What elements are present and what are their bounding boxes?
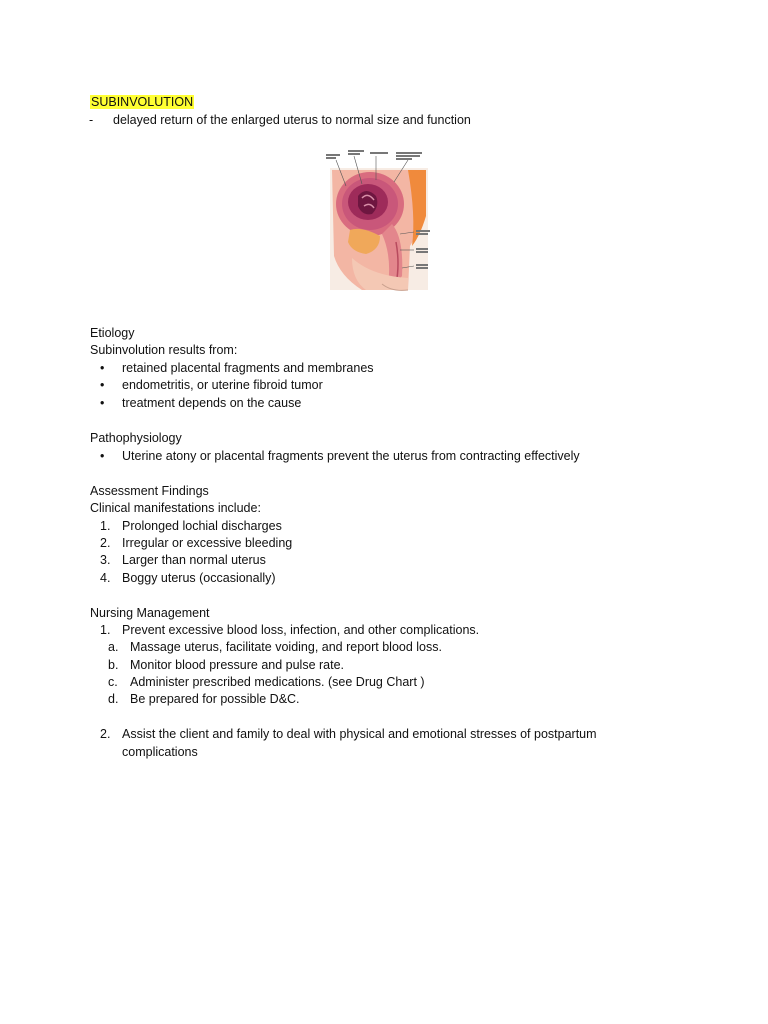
list-item-text: Irregular or excessive bleeding [122, 536, 293, 550]
list-number: 2. [100, 727, 111, 741]
list-number: 1. [100, 519, 111, 533]
bullet-icon: • [100, 378, 105, 392]
list-item-text: Larger than normal uterus [122, 553, 266, 567]
list-letter: c. [108, 675, 118, 689]
list-item-text: Administer prescribed medications. (see Drug Chart ) [130, 675, 425, 689]
uterus-diagram-icon [322, 146, 434, 298]
list-letter: a. [108, 640, 119, 654]
definition-line [89, 112, 93, 129]
list-letter: d. [108, 692, 119, 706]
definition-dash: - [89, 113, 94, 127]
list-item-text: treatment depends on the cause [122, 396, 302, 410]
nursing-heading: Nursing Management [90, 606, 210, 620]
list-item-text: Prolonged lochial discharges [122, 519, 282, 533]
assessment-heading: Assessment Findings [90, 484, 209, 498]
bullet-icon: • [100, 361, 105, 375]
bullet-icon: • [100, 449, 105, 463]
page-title [90, 94, 194, 111]
list-item-text: Uterine atony or placental fragments prevent the uterus from contracting effectively [122, 449, 580, 463]
list-item-text: Be prepared for possible D&C. [130, 692, 300, 706]
list-item-continuation: complications [122, 745, 198, 759]
etiology-heading: Etiology [90, 326, 135, 340]
list-item-text: Massage uterus, facilitate voiding, and report blood loss. [130, 640, 442, 654]
list-item-text: Boggy uterus (occasionally) [122, 571, 276, 585]
list-number: 2. [100, 536, 111, 550]
title-highlight: SUBINVOLUTION [91, 95, 194, 109]
list-number: 4. [100, 571, 111, 585]
definition-text: delayed return of the enlarged uterus to normal size and function [113, 113, 471, 127]
pathophysiology-heading: Pathophysiology [90, 431, 182, 445]
list-item-text: Assist the client and family to deal with physical and emotional stresses of postpartum [122, 727, 597, 741]
list-item-text: endometritis, or uterine fibroid tumor [122, 378, 323, 392]
etiology-intro: Subinvolution results from: [90, 343, 238, 357]
list-number: 1. [100, 623, 111, 637]
bullet-icon: • [100, 396, 105, 410]
list-item-text: Monitor blood pressure and pulse rate. [130, 658, 345, 672]
list-number: 3. [100, 553, 111, 567]
uterus-subinvolution-diagram [322, 146, 434, 298]
list-item-text: Prevent excessive blood loss, infection, and other complications. [122, 623, 480, 637]
list-item-text: retained placental fragments and membranes [122, 361, 374, 375]
list-letter: b. [108, 658, 119, 672]
assessment-intro: Clinical manifestations include: [90, 501, 261, 515]
